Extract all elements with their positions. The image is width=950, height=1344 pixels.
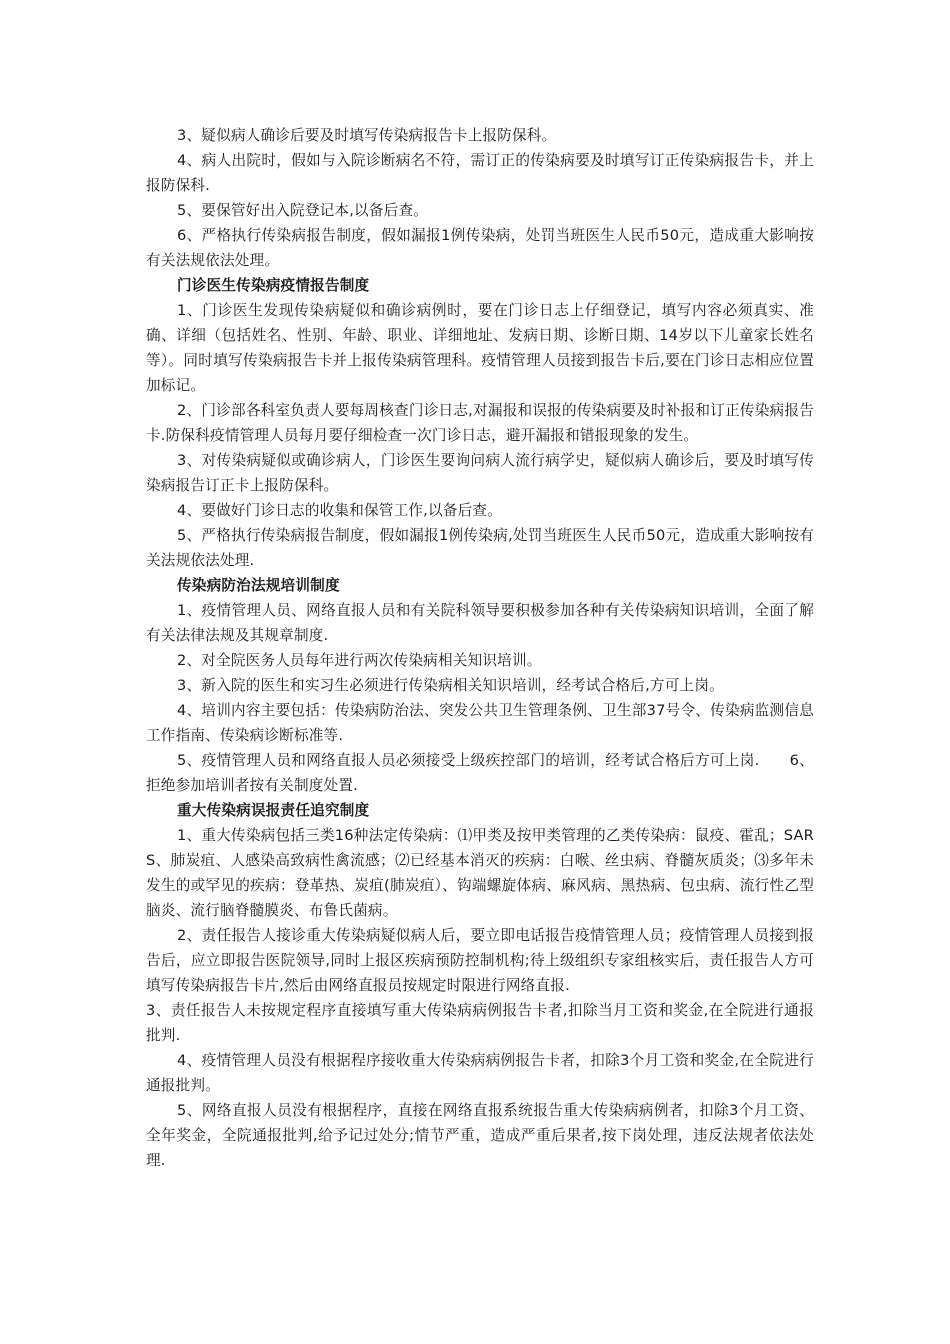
paragraph: 6、严格执行传染病报告制度，假如漏报1例传染病，处罚当班医生人民币50元，造成重大影响按有关法规依法处理。: [146, 227, 814, 269]
section-heading-outpatient: 门诊医生传染病疫情报告制度: [177, 277, 370, 294]
paragraph: 4、培训内容主要包括：传染病防治法、突发公共卫生管理条例、卫生部37号令、传染病监测信息工作指南、传染病诊断标准等.: [146, 702, 814, 744]
paragraph: 2、对全院医务人员每年进行两次传染病相关知识培训。: [177, 652, 542, 669]
section-heading-training: 传染病防治法规培训制度: [177, 577, 340, 594]
paragraph: 4、病人出院时，假如与入院诊断病名不符，需订正的传染病要及时填写订正传染病报告卡，并上报防保科.: [146, 152, 814, 194]
document-body: [146, 123, 814, 1173]
paragraph: 3、新入院的医生和实习生必须进行传染病相关知识培训，经考试合格后,方可上岗。: [177, 677, 724, 694]
paragraph: 3、责任报告人未按规定程序直接填写重大传染病病例报告卡者,扣除当月工资和奖金,在全院进行通报批判.: [146, 1002, 814, 1044]
paragraph: 5、网络直报人员没有根据程序，直接在网络直报系统报告重大传染病病例者，扣除3个月工资、全年奖金，全院通报批判,给予记过处分;情节严重，造成严重后果者,按下岗处理，违反法规者依法处理.: [146, 1102, 814, 1169]
paragraph: 2、责任报告人接诊重大传染病疑似病人后，要立即电话报告疫情管理人员；疫情管理人员接到报告后，应立即报告医院领导,同时上报区疾病预防控制机构;待上级组织专家组核实后，责任报告人方可填写传染病报告卡片,然后由网络直报员按规定时限进行网络直报.: [146, 927, 814, 994]
paragraph: 5、要保管好出入院登记本,以备后查。: [177, 202, 429, 219]
paragraph: 1、疫情管理人员、网络直报人员和有关院科领导要积极参加各种有关传染病知识培训，全面了解有关法律法规及其规章制度.: [146, 602, 814, 644]
paragraph: 3、疑似病人确诊后要及时填写传染病报告卡上报防保科。: [177, 127, 557, 144]
paragraph: 4、疫情管理人员没有根据程序接收重大传染病病例报告卡者，扣除3个月工资和奖金,在全院进行通报批判。: [146, 1052, 814, 1094]
paragraph: 4、要做好门诊日志的收集和保管工作,以备后查。: [177, 502, 502, 519]
paragraph: 1、重大传染病包括三类16种法定传染病：⑴甲类及按甲类管理的乙类传染病：鼠疫、霍乱；SARS、肺炭疽、人感染高致病性禽流感；⑵已经基本消灭的疾病：白喉、丝虫病、脊髓灰质炎；⑶多年未发生的或罕见的疾病：登革热、炭疽(肺炭疽）、钩端螺旋体病、麻风病、黑热病、包虫病、流行性乙型脑炎、流行脑脊髓膜炎、布鲁氏菌病。: [146, 827, 814, 919]
paragraph: 3、对传染病疑似或确诊病人，门诊医生要询问病人流行病学史，疑似病人确诊后，要及时填写传染病报告订正卡上报防保科。: [146, 452, 814, 494]
paragraph: 1、门诊医生发现传染病疑似和确诊病例时，要在门诊日志上仔细登记，填写内容必须真实、准确、详细（包括姓名、性别、年龄、职业、详细地址、发病日期、诊断日期、14岁以下儿童家长姓名等）。同时填写传染病报告卡并上报传染病管理科。疫情管理人员接到报告卡后,要在门诊日志相应位置加标记。: [146, 302, 814, 394]
paragraph: 5、严格执行传染病报告制度，假如漏报1例传染病,处罚当班医生人民币50元，造成重大影响按有关法规依法处理.: [146, 527, 814, 569]
paragraph: 5、疫情管理人员和网络直报人员必须接受上级疾控部门的培训，经考试合格后方可上岗. 6、拒绝参加培训者按有关制度处置.: [146, 752, 814, 794]
section-heading-misreport: 重大传染病误报责任追究制度: [177, 802, 370, 819]
paragraph: 2、门诊部各科室负责人要每周核查门诊日志,对漏报和误报的传染病要及时补报和订正传染病报告卡.防保科疫情管理人员每月要仔细检查一次门诊日志，避开漏报和错报现象的发生。: [146, 402, 814, 444]
